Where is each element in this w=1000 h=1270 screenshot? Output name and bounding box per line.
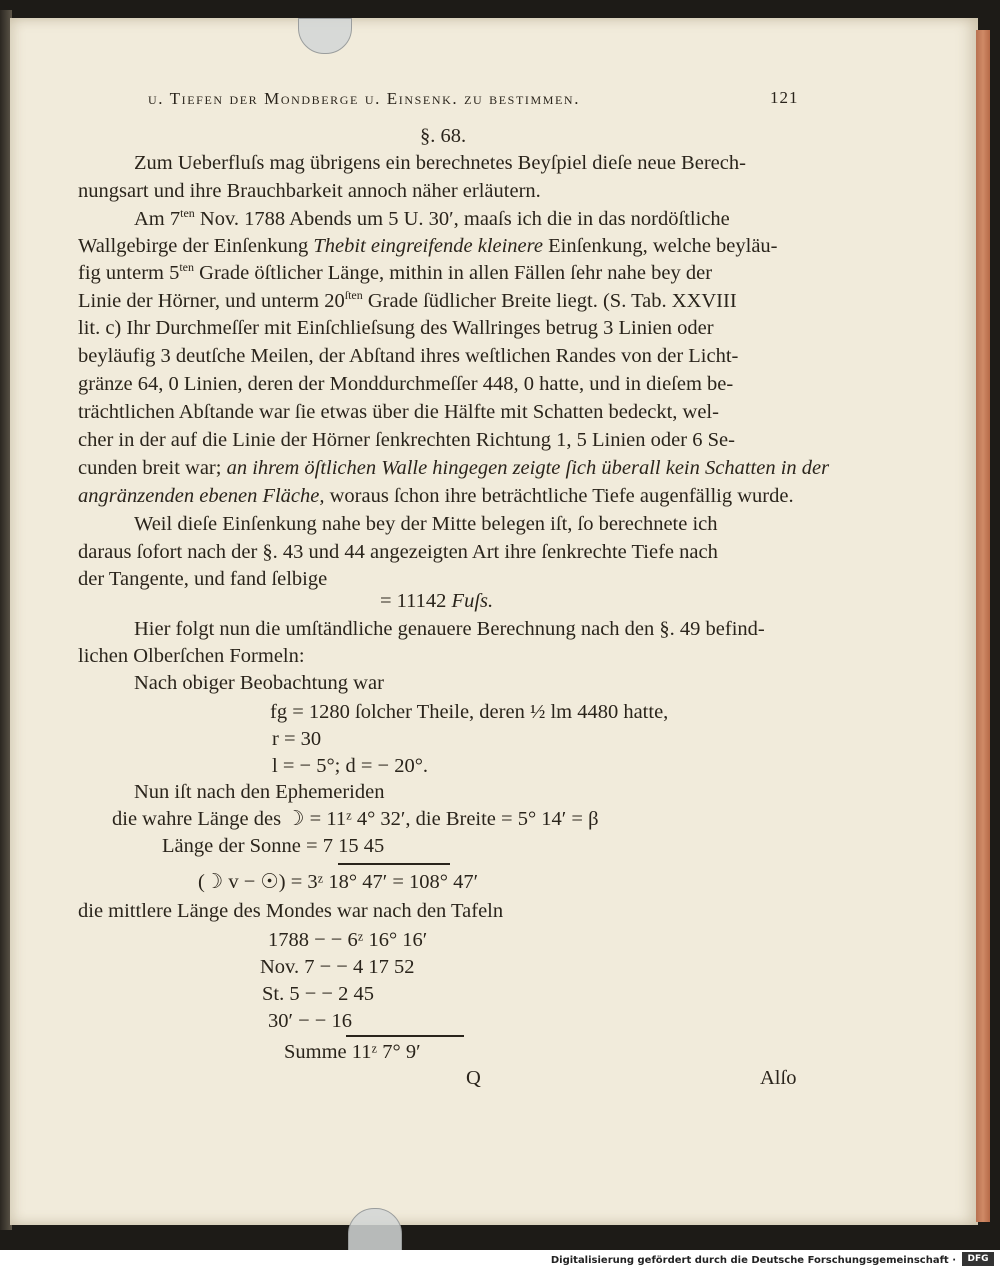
table-row: 30′ − − 16 xyxy=(268,1010,352,1032)
text-line: cunden breit war; an ihrem öſtlichen Walle hingegen zeigte ſich überall kein Schatten in der xyxy=(78,457,830,479)
text-line: beyläufig 3 deutſche Meilen, der Abſtand ihres weſtlichen Randes von der Licht- xyxy=(78,345,739,367)
table-row: St. 5 − − 2 45 xyxy=(262,983,374,1005)
signature-mark: Q xyxy=(466,1067,481,1089)
text-line: trächtlichen Abſtande war ſie etwas über die Hälfte mit Schatten bedeckt, wel- xyxy=(78,401,719,423)
text-line: Wallgebirge der Einſenkung Thebit eingreifende kleinere Einſenkung, welche beyläu- xyxy=(78,235,778,257)
running-title: u. Tiefen der Mondberge u. Einsenk. zu bestimmen. xyxy=(148,89,581,108)
text-line: Am $7^{ten}$ Nov. 1788 Abends um 5 U. 30′, maaſs ich die in das nordöſtliche xyxy=(134,206,730,230)
table-row: Nov. 7 − − 4 17 52 xyxy=(260,956,415,978)
sum-rule xyxy=(346,1035,464,1037)
text-line: lichen Olberſchen Formeln: xyxy=(78,645,305,667)
sum-rule xyxy=(338,863,450,865)
text-line: Linie der Hörner, und unterm $20^{ſten}$ Grade ſüdlicher Breite liegt. (S. Tab. XXVIII xyxy=(78,288,737,312)
page-clip-bottom xyxy=(348,1208,402,1254)
formula-line: fg = 1280 ſolcher Theile, deren ½ lm 4480 hatte, xyxy=(270,701,669,723)
text-line: lit. c) Ihr Durchmeſſer mit Einſchlieſsung des Wallringes betrug 3 Linien oder xyxy=(78,317,714,339)
text-line: Nach obiger Beobachtung war xyxy=(134,672,384,694)
text-line: fig unterm $5^{ten}$ Grade öſtlicher Länge, mithin in allen Fällen ſehr nahe bey der xyxy=(78,260,713,284)
table-row: 1788 − − 6ᶻ 16° 16′ xyxy=(268,929,428,951)
text-line: cher in der auf die Linie der Hörner ſenkrechten Richtung 1, 5 Linien oder 6 Se- xyxy=(78,429,735,451)
text-line: gränze 64, 0 Linien, deren der Monddurchmeſſer 448, 0 hatte, und in dieſem be- xyxy=(78,373,734,395)
text-line: der Tangente, und fand ſelbige xyxy=(78,568,328,590)
text-line: angränzenden ebenen Fläche, woraus ſchon ihre beträchtliche Tiefe augenfällig wurde. xyxy=(78,485,794,507)
text-line: nungsart und ihre Brauchbarkeit annoch näher erläutern. xyxy=(78,180,541,202)
table-sum: Summe 11ᶻ 7° 9′ xyxy=(284,1041,421,1063)
equation-depth: = 11142 Fuſs. xyxy=(380,590,494,612)
formula-line: die wahre Länge des ☽ = 11ᶻ 4° 32′, die Breite = 5° 14′ = β xyxy=(112,808,599,830)
dfg-logo: DFG xyxy=(962,1252,994,1266)
section-heading: §. 68. xyxy=(420,125,467,147)
text-line: Weil dieſe Einſenkung nahe bey der Mitte belegen iſt, ſo berechnete ich xyxy=(134,513,718,535)
formula-line: (☽ v − ☉) = 3ᶻ 18° 47′ = 108° 47′ xyxy=(198,871,479,893)
page-number: 121 xyxy=(770,88,799,107)
footer-credit: Digitalisierung gefördert durch die Deutsche Forschungsgemeinschaft · xyxy=(550,1255,956,1266)
text-line: Zum Ueberfluſs mag übrigens ein berechnetes Beyſpiel dieſe neue Berech- xyxy=(134,152,746,174)
formula-line: r = 30 xyxy=(272,728,322,750)
text-line: daraus ſofort nach der §. 43 und 44 angezeigten Art ihre ſenkrechte Tiefe nach xyxy=(78,541,718,563)
formula-line: Länge der Sonne = 7 15 45 xyxy=(162,835,385,857)
page-edge-red xyxy=(976,30,990,1222)
text-line: die mittlere Länge des Mondes war nach den Tafeln xyxy=(78,900,504,922)
catchword: Alſo xyxy=(760,1067,797,1089)
formula-line: l = − 5°; d = − 20°. xyxy=(272,755,429,777)
text-line: Nun iſt nach den Ephemeriden xyxy=(134,781,385,803)
text-line: Hier folgt nun die umſtändliche genauere Berechnung nach den §. 49 befind- xyxy=(134,618,765,640)
